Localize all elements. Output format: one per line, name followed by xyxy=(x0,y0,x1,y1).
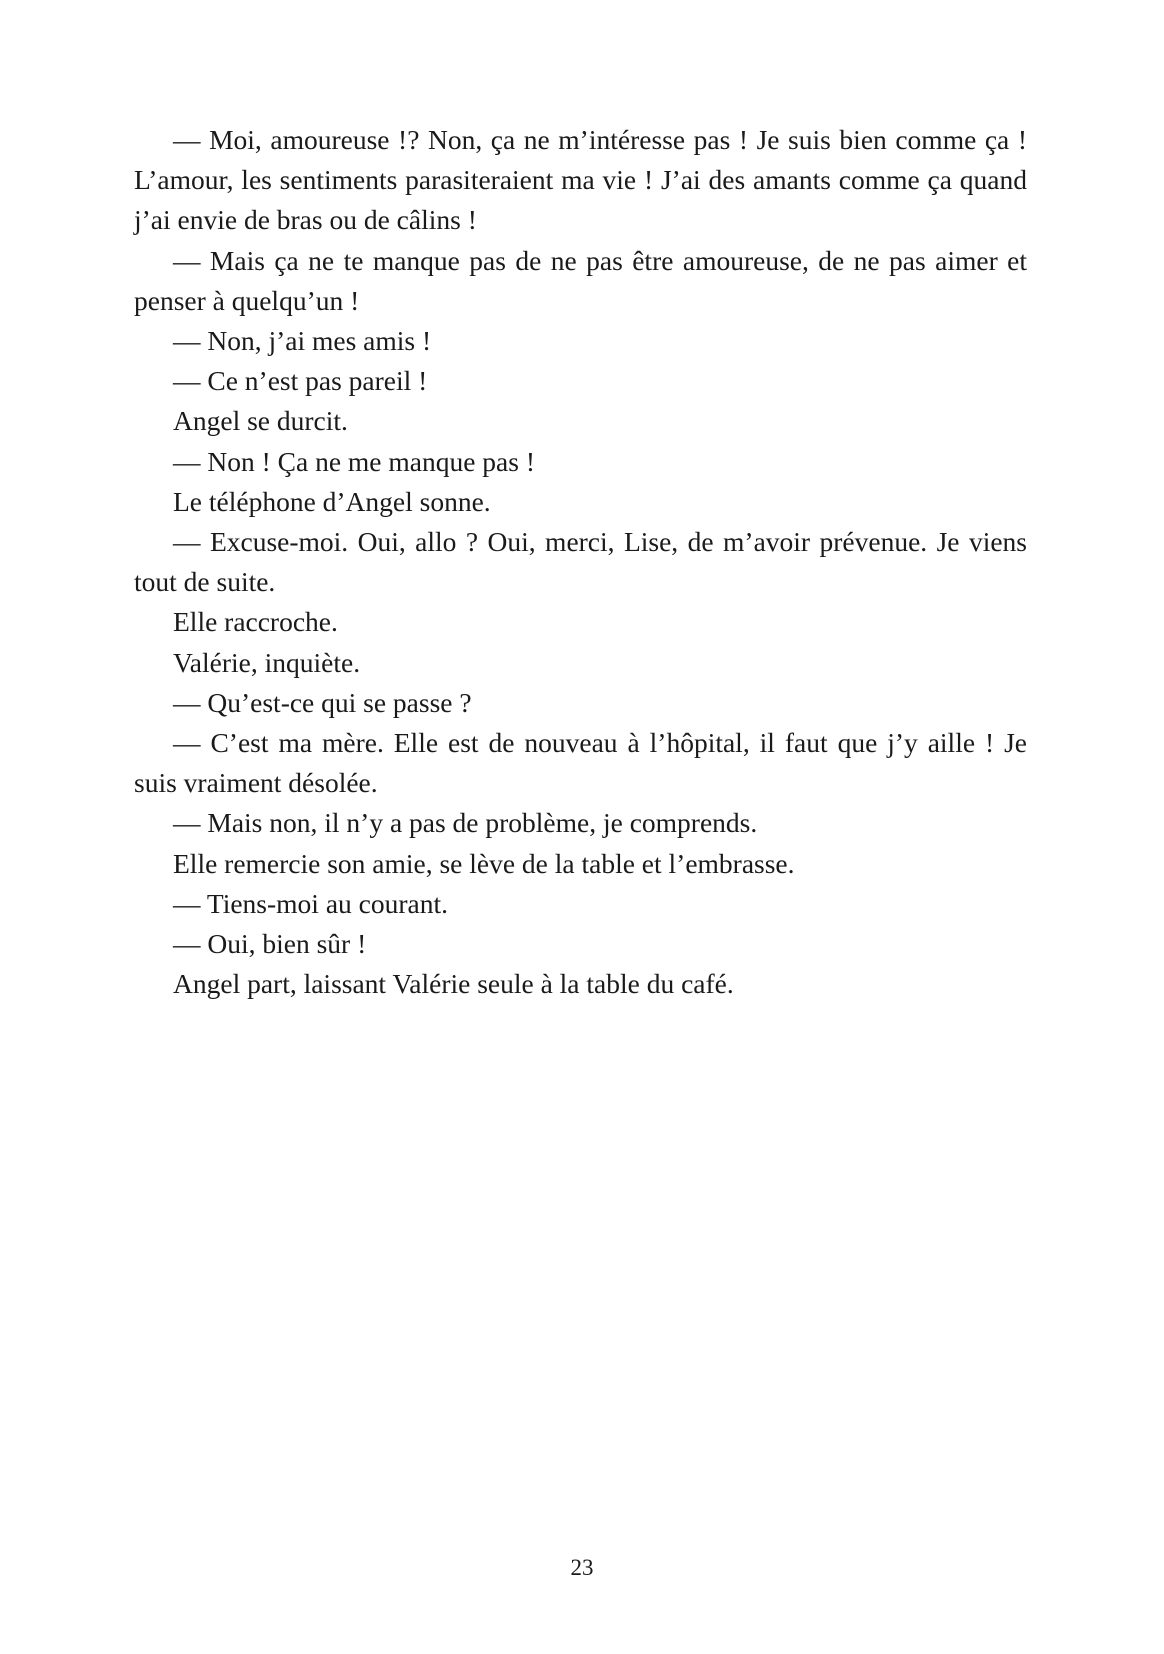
paragraph: — Excuse-moi. Oui, allo ? Oui, merci, Lise, de m’avoir prévenue. Je viens tout de suite. xyxy=(134,526,1027,598)
paragraph: — Tiens-moi au courant. xyxy=(173,887,448,919)
paragraph: Elle remercie son amie, se lève de la table et l’embrasse. xyxy=(173,847,795,879)
paragraph: — Oui, bien sûr ! xyxy=(173,928,367,960)
paragraph: — Moi, amoureuse !? Non, ça ne m’intéresse pas ! Je suis bien comme ça ! L’amour, les sentiments parasiteraient ma vie ! J’ai des amants comme ça quand j’ai envie de bras ou de câlins ! xyxy=(134,124,1027,236)
paragraph: — Non, j’ai mes amis ! xyxy=(173,325,432,357)
paragraph: Angel part, laissant Valérie seule à la table du café. xyxy=(173,968,734,1000)
paragraph: — Mais non, il n’y a pas de problème, je comprends. xyxy=(173,807,758,839)
paragraph: Le téléphone d’Angel sonne. xyxy=(173,485,491,517)
page-number: 23 xyxy=(570,1555,594,1580)
paragraph: — Ce n’est pas pareil ! xyxy=(173,365,428,397)
paragraph: Elle raccroche. xyxy=(173,606,338,638)
body-text xyxy=(134,120,1027,1004)
paragraph: Valérie, inquiète. xyxy=(173,646,361,678)
paragraph: — C’est ma mère. Elle est de nouveau à l’hôpital, il faut que j’y aille ! Je suis vraiment désolée. xyxy=(134,727,1027,799)
paragraph: Angel se durcit. xyxy=(173,405,348,437)
paragraph: — Non ! Ça ne me manque pas ! xyxy=(173,445,535,477)
paragraph: — Qu’est-ce qui se passe ? xyxy=(173,686,472,718)
paragraph: — Mais ça ne te manque pas de ne pas être amoureuse, de ne pas aimer et penser à quelqu’un ! xyxy=(134,244,1027,316)
